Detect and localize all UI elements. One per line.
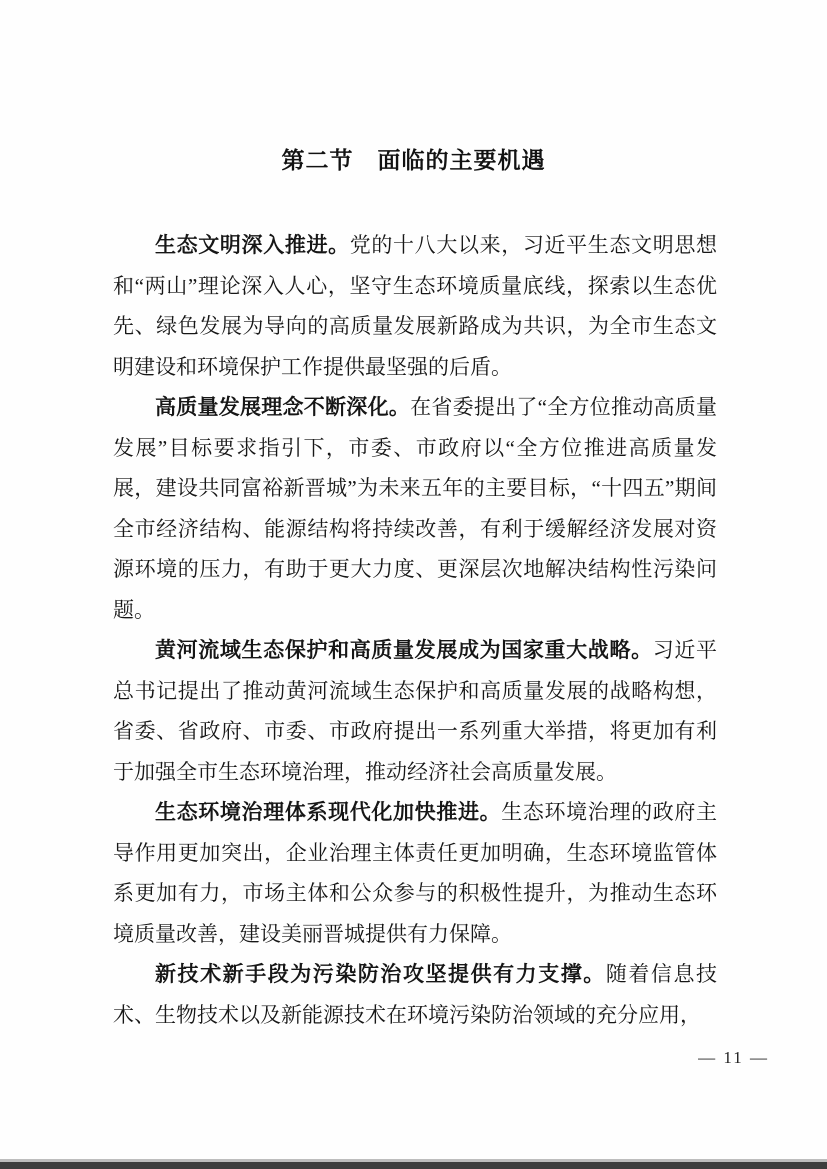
paragraph-lead: 高质量发展理念不断深化。 [155,395,411,419]
paragraph-text: 在省委提出了“全方位推动高质量发展”目标要求指引下，市委、市政府以“全方位推进高质量发展，建设共同富裕新晋城”为未来五年的主要目标，“十四五”期间全市经济结构、能源结构将持续改善，有利于缓解经济发展对资源环境的压力，有助于更大力度、更深层次地解决结构性污染问题。 [113,395,718,622]
paragraph [113,954,717,1035]
section-title: 第二节 面临的主要机遇 [281,148,546,173]
paragraph-text: 生态环境治理的政府主导作用更加突出，企业治理主体责任更加明确，生态环境监管体系更加有力，市场主体和公众参与的积极性提升，为推动生态环境质量改善，建设美丽晋城提供有力保障。 [113,800,718,946]
paragraph [113,225,717,387]
paragraph [113,630,717,792]
paragraph-text: 习近平总书记提出了推动黄河流域生态保护和高质量发展的战略构想，省委、省政府、市委、市政府提出一系列重大举措，将更加有利于加强全市生态环境治理，推动经济社会高质量发展。 [113,638,717,784]
paragraph-text: 随着信息技术、生物技术以及新能源技术在环境污染防治领域的充分应用， [113,962,718,1027]
document-body [113,225,717,1035]
scan-edge [0,1162,827,1169]
paragraph-lead: 生态环境治理体系现代化加快推进。 [155,800,502,824]
paragraph-lead: 新技术新手段为污染防治攻坚提供有力支撑。 [155,962,606,986]
paragraph-lead: 黄河流域生态保护和高质量发展成为国家重大战略。 [155,638,653,662]
paragraph [113,387,717,630]
page-number: — 11 — [698,1048,769,1067]
paragraph-text: 党的十八大以来，习近平生态文明思想和“两山”理论深入人心，坚守生态环境质量底线，探索以生态优先、绿色发展为导向的高质量发展新路成为共识，为全市生态文明建设和环境保护工作提供最坚强的后盾。 [113,233,718,379]
paragraph [113,792,717,954]
paragraph-lead: 生态文明深入推进。 [155,233,350,257]
